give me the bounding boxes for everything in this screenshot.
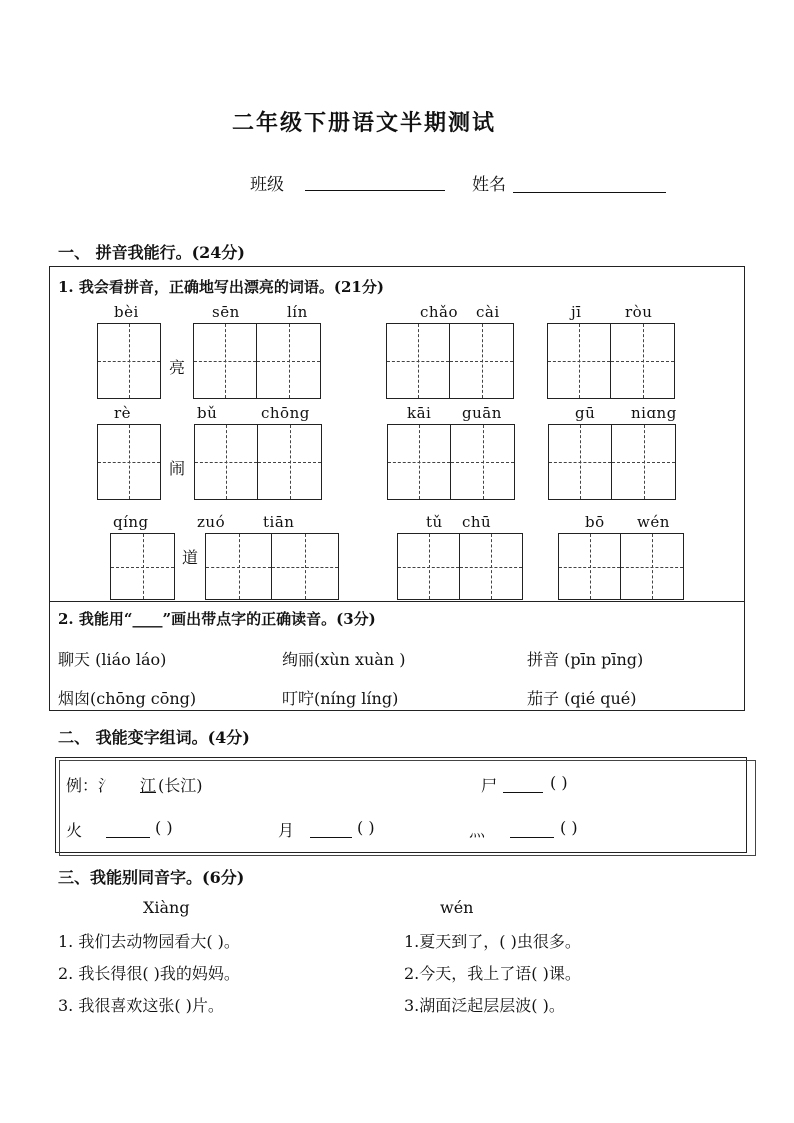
homophone-right-1[interactable]: 1.夏天到了，( )虫很多。: [404, 932, 581, 951]
reading-choice-qiezi[interactable]: 茄子 (qié qué): [527, 689, 637, 708]
pinyin-niang: niɑng: [631, 404, 677, 422]
pinyin-chao: chǎo: [420, 303, 459, 321]
pinyin-sen: sēn: [212, 303, 240, 321]
reading-choice-xuanli[interactable]: 绚丽(xùn xuàn ): [282, 650, 406, 669]
example-word: 江: [140, 776, 157, 795]
pinyin-bu: bǔ: [197, 404, 218, 422]
pinyin-tian: tiān: [263, 513, 295, 531]
write-grid-qing[interactable]: [110, 533, 175, 600]
pinyin-gu: gū: [575, 404, 596, 422]
name-label: 姓名: [472, 175, 506, 195]
homophone-left-3[interactable]: 3. 我很喜欢这张( )片。: [58, 996, 224, 1015]
pinyin-chong: chōng: [261, 404, 310, 422]
pinyin-zuo: zuó: [197, 513, 226, 531]
pinyin-rou: ròu: [625, 303, 653, 321]
write-grid-kaiguan[interactable]: [387, 424, 515, 500]
pinyin-bei: bèi: [114, 303, 139, 321]
section2-heading: 二、 我能变字组词。(4分): [58, 728, 250, 747]
pinyin-qing: qíng: [113, 513, 149, 531]
reading-choice-yancong[interactable]: 烟囱(chōng cōng): [58, 689, 197, 708]
blank-huo-char[interactable]: [106, 837, 150, 838]
radical-yue: 月: [278, 821, 295, 840]
name-field-line[interactable]: [513, 192, 666, 193]
pinyin-kai: kāi: [407, 404, 432, 422]
radical-huo: 火: [66, 821, 83, 840]
radical-huodian: 灬: [469, 821, 486, 840]
blank-huodian-char[interactable]: [510, 837, 554, 838]
class-label: 班级: [250, 175, 284, 195]
section3-heading: 三、我能别同音字。(6分): [58, 868, 245, 887]
homophone-right-2[interactable]: 2.今天，我上了语( )课。: [404, 964, 581, 983]
write-grid-tuchu[interactable]: [397, 533, 523, 600]
homophone-left-1[interactable]: 1. 我们去动物园看大( )。: [58, 932, 240, 951]
pinyin-cai: cài: [476, 303, 500, 321]
reading-choice-liaotian[interactable]: 聊天 (liáo láo): [58, 650, 167, 669]
pinyin-wen: wén: [637, 513, 670, 531]
blank-yue-char[interactable]: [310, 837, 352, 838]
write-grid-bowen[interactable]: [558, 533, 684, 600]
page-title: 二年级下册语文半期测试: [232, 111, 497, 136]
blank-huodian-word[interactable]: ( ): [560, 818, 578, 837]
pinyin-ji: jī: [571, 303, 582, 321]
write-grid-chaocai[interactable]: [386, 323, 514, 399]
pinyin-bo: bō: [585, 513, 605, 531]
write-grid-jirou[interactable]: [547, 323, 675, 399]
write-grid-re[interactable]: [97, 424, 161, 500]
char-dao: 道: [182, 548, 199, 567]
q1-title: 1. 我会看拼音，正确地写出漂亮的词语。(21分): [58, 278, 384, 296]
char-nao: 闹: [169, 459, 186, 478]
section1-divider: [49, 601, 745, 602]
pinyin-tu: tǔ: [426, 513, 443, 531]
blank-huo-word[interactable]: ( ): [155, 818, 173, 837]
reading-choice-dingning[interactable]: 叮咛(níng líng): [282, 689, 399, 708]
class-field-line[interactable]: [305, 190, 445, 191]
reading-choice-pinyin[interactable]: 拼音 (pīn pīng): [527, 650, 644, 669]
write-grid-guniang[interactable]: [548, 424, 676, 500]
blank-shi-char[interactable]: [503, 792, 543, 793]
homophone-right-3[interactable]: 3.湖面泛起层层波( )。: [404, 996, 565, 1015]
right-pinyin-wen: wén: [440, 898, 474, 917]
left-pinyin-xiang: Xiàng: [143, 898, 190, 917]
homophone-left-2[interactable]: 2. 我长得很( )我的妈妈。: [58, 964, 240, 983]
blank-shi-word[interactable]: ( ): [550, 773, 568, 792]
section1-heading: 一、 拼音我能行。(24分): [58, 243, 245, 262]
example-paren: (长江): [158, 776, 203, 795]
pinyin-guan: guān: [462, 404, 502, 422]
radical-shi: 尸: [481, 776, 498, 795]
blank-yue-word[interactable]: ( ): [357, 818, 375, 837]
write-grid-bei[interactable]: [97, 323, 161, 399]
write-grid-buchong[interactable]: [194, 424, 322, 500]
example-label: 例：氵: [66, 776, 115, 795]
pinyin-re: rè: [114, 404, 132, 422]
pinyin-chu: chū: [462, 513, 492, 531]
pinyin-lin: lín: [287, 303, 308, 321]
q2-title: 2. 我能用“____”画出带点字的正确读音。(3分): [58, 610, 376, 628]
write-grid-zuotian[interactable]: [205, 533, 339, 600]
write-grid-senlin[interactable]: [193, 323, 321, 399]
char-liang: 亮: [169, 358, 186, 377]
